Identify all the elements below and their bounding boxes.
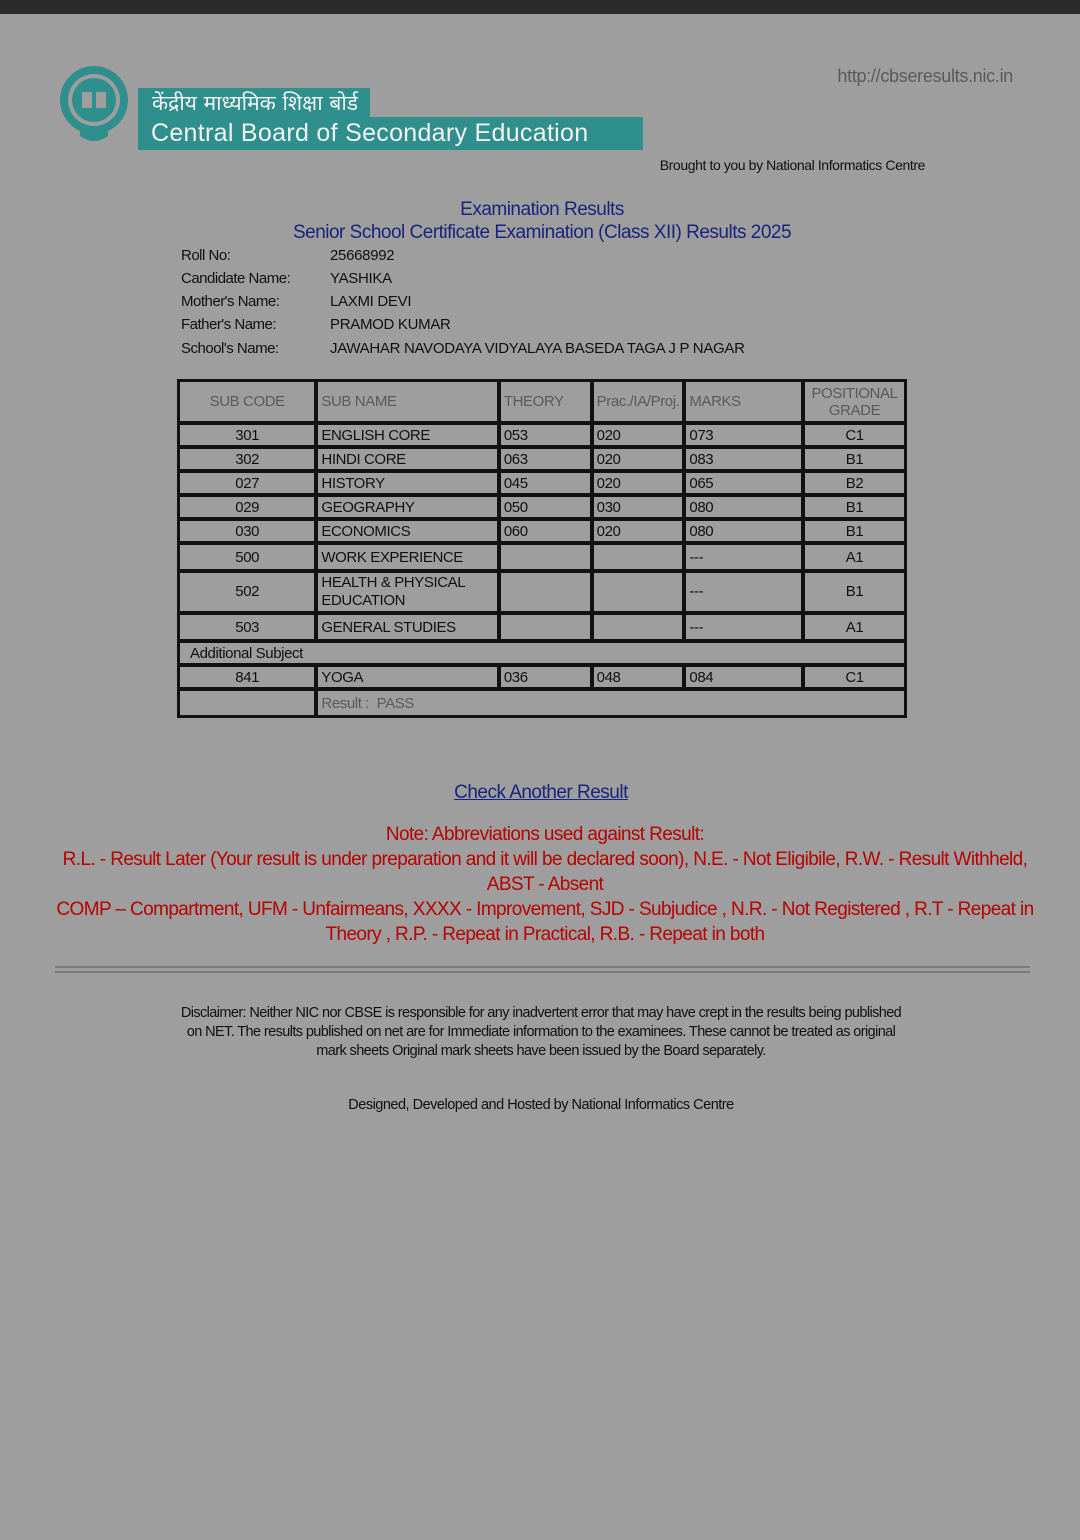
sub-name-cell: GENERAL STUDIES	[317, 614, 497, 640]
page-title: Examination Results	[460, 199, 624, 220]
additional-subject-label: Additional Subject	[179, 642, 905, 664]
practical-cell: 020	[593, 448, 684, 470]
school-name-label: School's Name:	[181, 340, 279, 357]
note-line-1: R.L. - Result Later (Your result is under preparation and it will be declared soon), N.E. - Not Eligibile, R.W. - Result Withheld, ABST - Absent	[62, 849, 1028, 895]
sub-code-cell: 027	[179, 472, 315, 494]
table-row	[179, 448, 905, 470]
marks-table	[177, 379, 907, 718]
table-row	[179, 496, 905, 518]
site-url: http://cbseresults.nic.in	[837, 66, 1013, 86]
top-status-bar	[0, 0, 1080, 14]
theory-cell: 063	[500, 448, 591, 470]
practical-cell: 020	[593, 424, 684, 446]
mother-name-label: Mother's Name:	[181, 293, 280, 310]
sub-code-cell: 841	[179, 666, 315, 688]
theory-cell	[500, 572, 591, 612]
theory-cell: 050	[500, 496, 591, 518]
sub-name-cell: HEALTH & PHYSICAL EDUCATION	[317, 572, 497, 612]
table-row	[179, 472, 905, 494]
divider	[55, 971, 1030, 973]
marks-cell: 083	[685, 448, 802, 470]
exam-title: Senior School Certificate Examination (Class XII) Results 2025	[292, 222, 792, 243]
table-row	[179, 614, 905, 640]
theory-cell: 053	[500, 424, 591, 446]
practical-cell: 020	[593, 520, 684, 542]
brand-english: Central Board of Secondary Education	[138, 117, 643, 150]
table-row	[179, 572, 905, 612]
sub-name-cell: HINDI CORE	[317, 448, 497, 470]
sub-name-cell: YOGA	[317, 666, 497, 688]
grade-cell: A1	[804, 614, 905, 640]
sub-code-cell: 301	[179, 424, 315, 446]
header-sub-code: SUB CODE	[179, 381, 315, 422]
sub-code-cell: 503	[179, 614, 315, 640]
school-name-value: JAWAHAR NAVODAYA VIDYALAYA BASEDA TAGA J P NAGAR	[330, 340, 745, 357]
practical-cell	[593, 614, 684, 640]
roll-label: Roll No:	[181, 247, 231, 264]
result-value: PASS	[376, 694, 414, 712]
header-marks: MARKS	[685, 381, 802, 422]
header-practical: Prac./IA/Proj.	[593, 381, 684, 422]
theory-cell: 036	[500, 666, 591, 688]
header-sub-name: SUB NAME	[317, 381, 497, 422]
grade-cell: B1	[804, 520, 905, 542]
mother-name-value: LAXMI DEVI	[330, 293, 412, 310]
designed-by-text: Designed, Developed and Hosted by National Informatics Centre	[348, 1097, 734, 1113]
practical-cell: 020	[593, 472, 684, 494]
theory-cell	[500, 614, 591, 640]
marks-cell: 065	[685, 472, 802, 494]
candidate-name-label: Candidate Name:	[181, 270, 291, 287]
check-another-result-link[interactable]: Check Another Result	[454, 782, 628, 803]
roll-value: 25668992	[330, 247, 395, 264]
theory-cell: 060	[500, 520, 591, 542]
marks-cell: ---	[685, 544, 802, 570]
result-cell	[317, 690, 905, 716]
header-theory: THEORY	[500, 381, 591, 422]
grade-cell: C1	[804, 424, 905, 446]
father-name-value: PRAMOD KUMAR	[330, 316, 451, 333]
table-header-row	[179, 381, 905, 422]
brought-by-text: Brought to you by National Informatics Centre	[659, 157, 925, 173]
table-row	[179, 666, 905, 688]
sub-name-cell: ENGLISH CORE	[317, 424, 497, 446]
brand-hindi: केंद्रीय माध्यमिक शिक्षा बोर्ड	[138, 88, 370, 118]
table-row	[179, 424, 905, 446]
note-line-2: COMP – Compartment, UFM - Unfairmeans, XXXX - Improvement, SJD - Subjudice , N.R. - Not Registered , R.T - Repeat in Theory , R.P. - Repeat in Practical, R.B. - Repeat in both	[56, 899, 1034, 945]
result-label: Result :	[321, 694, 370, 712]
marks-cell: 084	[685, 666, 802, 688]
practical-cell: 030	[593, 496, 684, 518]
grade-cell: A1	[804, 544, 905, 570]
marks-cell: ---	[685, 572, 802, 612]
note-title: Note: Abbreviations used against Result:	[385, 824, 705, 845]
table-row	[179, 544, 905, 570]
marks-cell: 080	[685, 496, 802, 518]
sub-name-cell: GEOGRAPHY	[317, 496, 497, 518]
sub-name-cell: WORK EXPERIENCE	[317, 544, 497, 570]
marks-cell: ---	[685, 614, 802, 640]
grade-cell: C1	[804, 666, 905, 688]
sub-code-cell: 502	[179, 572, 315, 612]
header-grade: POSITIONAL GRADE	[804, 381, 905, 422]
marks-cell: 080	[685, 520, 802, 542]
practical-cell	[593, 544, 684, 570]
sub-code-cell: 302	[179, 448, 315, 470]
grade-cell: B1	[804, 448, 905, 470]
divider	[55, 966, 1030, 968]
theory-cell	[500, 544, 591, 570]
father-name-label: Father's Name:	[181, 316, 277, 333]
cbse-logo-icon	[58, 64, 130, 146]
grade-cell: B1	[804, 572, 905, 612]
theory-cell: 045	[500, 472, 591, 494]
additional-subject-row	[179, 642, 905, 664]
result-row	[179, 690, 905, 716]
practical-cell	[593, 572, 684, 612]
sub-code-cell: 500	[179, 544, 315, 570]
sub-code-cell: 030	[179, 520, 315, 542]
table-row	[179, 520, 905, 542]
marks-cell: 073	[685, 424, 802, 446]
practical-cell: 048	[593, 666, 684, 688]
sub-name-cell: ECONOMICS	[317, 520, 497, 542]
sub-name-cell: HISTORY	[317, 472, 497, 494]
result-empty-cell	[179, 690, 315, 716]
disclaimer-text: Disclaimer: Neither NIC nor CBSE is responsible for any inadvertent error that may have crept in the results being published on NET. The results published on net are for Immediate information to the examinees. These cannot be treated as original mark sheets Original mark sheets have been issued by the Board separately.	[180, 1005, 902, 1059]
grade-cell: B1	[804, 496, 905, 518]
grade-cell: B2	[804, 472, 905, 494]
sub-code-cell: 029	[179, 496, 315, 518]
candidate-name-value: YASHIKA	[330, 270, 392, 287]
